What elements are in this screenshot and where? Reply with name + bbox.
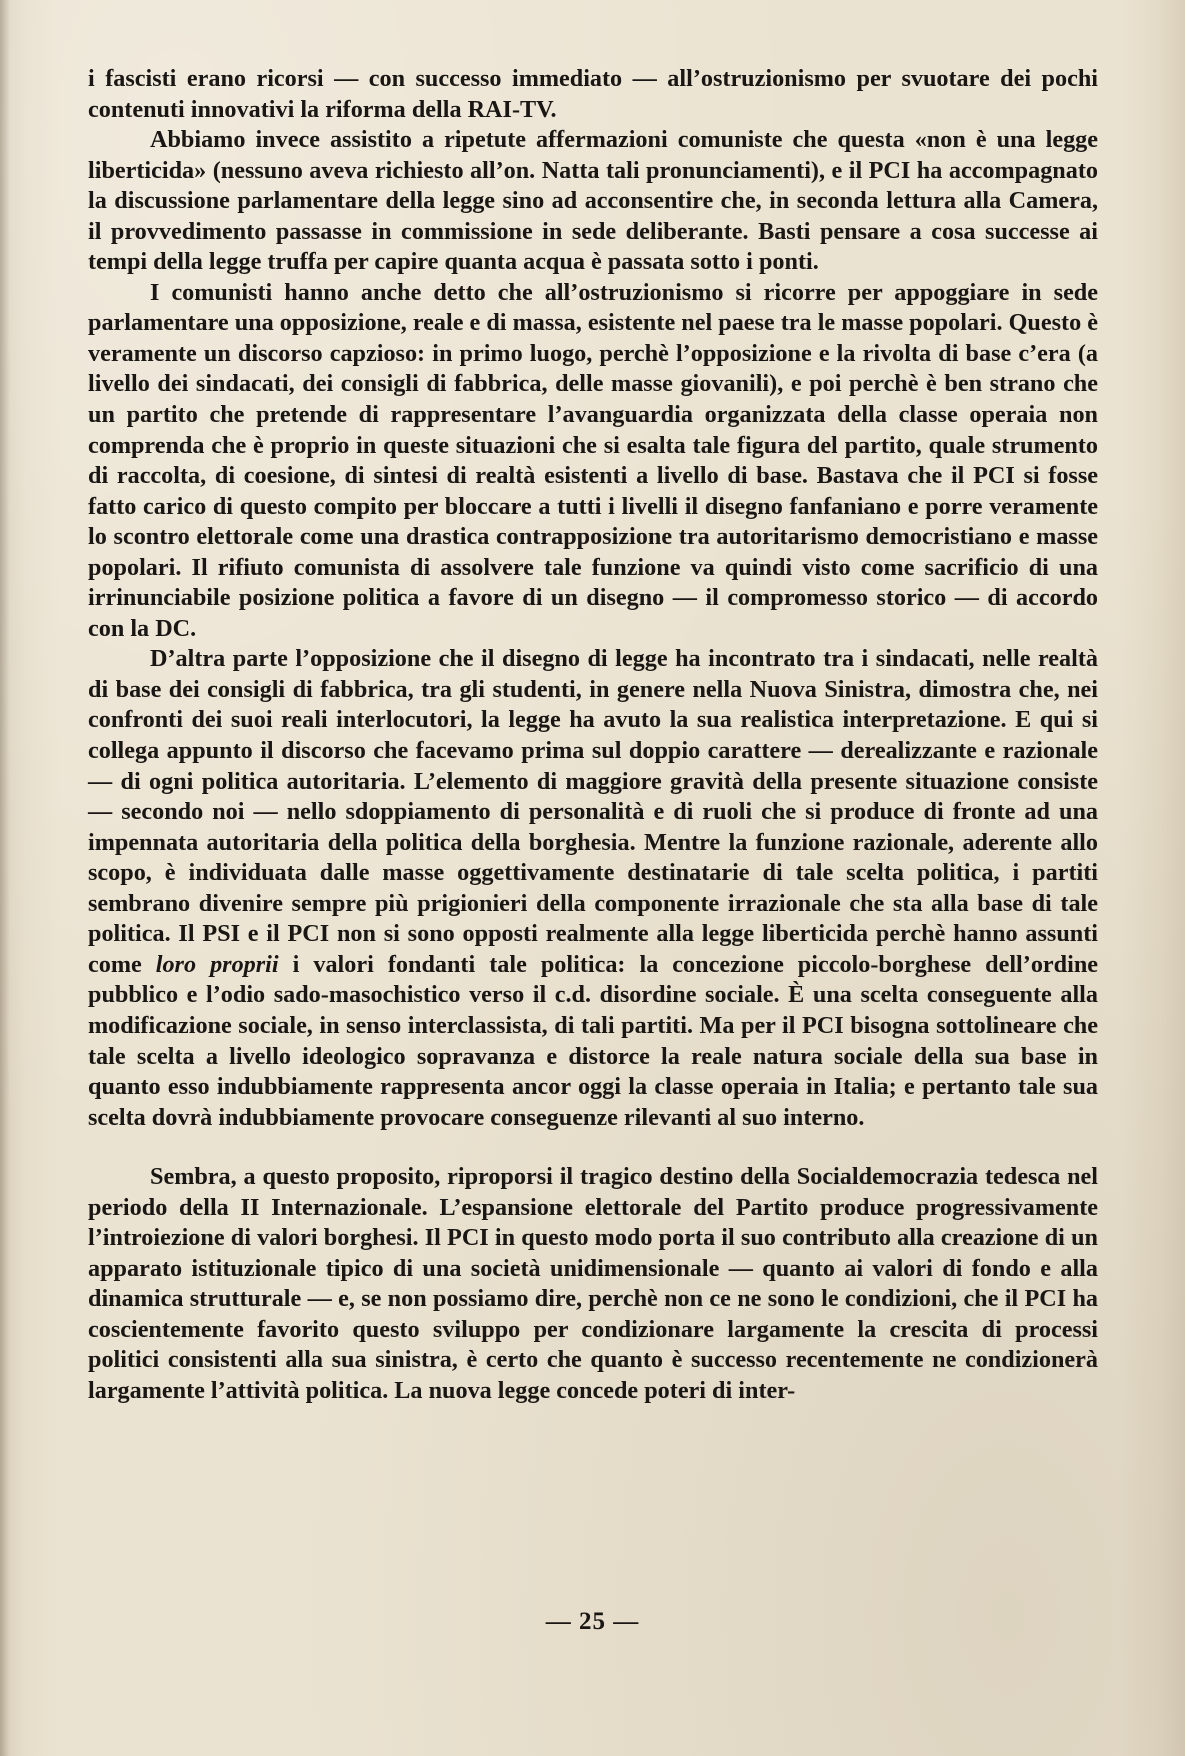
paragraph-2: Abbiamo invece assistito a ripetute affermazioni comuniste che questa «non è una legge liberticida» (nessuno aveva richiesto all’on. Natta tali pronunciamenti), e il PCI ha accompagnato la discussione parlamentare della legge sino ad acconsentire che, in seconda lettura alla Camera, il provvedimento passasse in commissione in sede deliberante. Basti pensare a cosa successe ai tempi della legge truffa per capire quanta acqua è passata sotto i ponti. bbox=[88, 126, 1098, 276]
paragraph-4-emphasis: loro proprii bbox=[155, 950, 279, 978]
page-binding-shadow bbox=[0, 0, 10, 1756]
body-text bbox=[88, 64, 1098, 1407]
paragraph-4 bbox=[88, 644, 1098, 1133]
paragraph-5: Sembra, a questo proposito, riproporsi il tragico destino della Socialdemocrazia tedesca nel periodo della II Internazionale. L’espansione elettorale del Partito produce progressivamente l’introiezione di valori borghesi. Il PCI in questo modo porta il suo contributo alla creazione di un apparato istituzionale tipico di una società unidimensionale — quanto ai valori di fondo e alla dinamica strutturale — e, se non possiamo dire, perchè non ce ne sono le condizioni, che il PCI ha coscientemente favorito questo sviluppo per condizionare largamente la crescita di processi politici consistenti alla sua sinistra, è certo che quanto è successo recentemente ne condizionerà largamente l’attività politica. La nuova legge concede poteri di inter- bbox=[88, 1163, 1098, 1404]
paragraph-3: I comunisti hanno anche detto che all’ostruzionismo si ricorre per appoggiare in sede parlamentare una opposizione, reale e di massa, esistente nel paese tra le masse popolari. Questo è veramente un discorso capzioso: in primo luogo, perchè l’opposizione e la rivolta di base c’era (a livello dei sindacati, dei consigli di fabbrica, delle masse giovanili), e poi perchè è ben strano che un partito che pretende di rappresentare l’avanguardia organizzata della classe operaia non comprenda che è proprio in queste situazioni che si esalta tale figura del partito, quale strumento di raccolta, di coesione, di sintesi di realtà esistenti a livello di base. Bastava che il PCI si fosse fatto carico di questo compito per bloccare a tutti i livelli il disegno fanfaniano e porre veramente lo scontro elettorale come una drastica contrapposizione tra autoritarismo democristiano e masse popolari. Il rifiuto comunista di assolvere tale funzione va quindi visto come sacrificio di una irrinunciabile posizione politica a favore di un disegno — il compromesso storico — di accordo con la DC. bbox=[88, 278, 1098, 642]
page-number: — 25 — bbox=[545, 1608, 640, 1635]
paragraph-4-text-after: i valori fondanti tale politica: la concezione piccolo-borghese dell’ordine pubblico e l’odio sado-masochistico verso il c.d. disordine sociale. È una scelta conseguente alla modificazione sociale, in senso interclassista, di tali partiti. Ma per il PCI bisogna sottolineare che tale scelta a livello ideologico sopravanza e distorce la reale natura sociale della sua base in quanto esso indubbiamente rappresenta ancor oggi la classe operaia in Italia; e pertanto tale sua scelta dovrà indubbiamente provocare conseguenze rilevanti al suo interno. bbox=[88, 950, 1099, 1131]
paragraph-4-text: D’altra parte l’opposizione che il disegno di legge ha incontrato tra i sindacati, nelle realtà di base dei consigli di fabbrica, tra gli studenti, in genere nella Nuova Sinistra, dimostra che, nei confronti dei suoi reali interlocutori, la legge ha avuto la sua realistica interpretazione. E qui si collega appunto il discorso che facevamo prima sul doppio carattere — derealizzante e razionale — di ogni politica autoritaria. L’elemento di maggiore gravità della presente situazione consiste — secondo noi — nello sdoppiamento di personalità e di ruoli che si produce di fronte ad una impennata autoritaria della politica della borghesia. Mentre la funzione razionale, aderente allo scopo, è individuata dalle masse oggettivamente destinatarie di tale scelta politica, i partiti sembrano divenire sempre più prigionieri della componente irrazionale che sta alla base di tale politica. Il PSI e il PCI non si sono opposti realmente alla legge liberticida perchè hanno assunti come bbox=[88, 645, 1098, 978]
paragraph-1: i fascisti erano ricorsi — con successo immediato — all’ostruzionismo per svuotare dei pochi contenuti innovativi la riforma della RAI-TV. bbox=[88, 65, 1098, 123]
